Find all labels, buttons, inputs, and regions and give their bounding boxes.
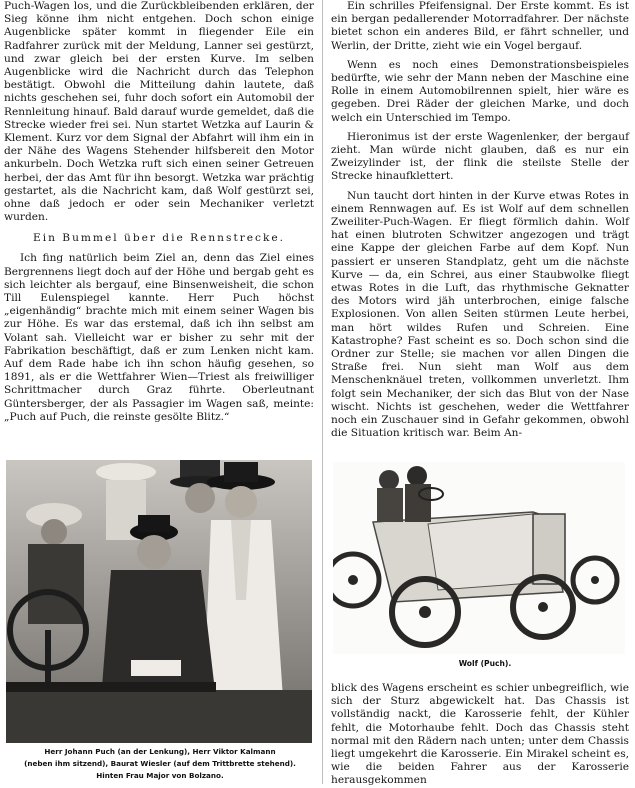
group-photo-caption — [4, 746, 316, 782]
left-column — [4, 0, 314, 424]
right-column-continuation — [331, 682, 629, 788]
group-photo — [6, 460, 312, 743]
group-caption-line-3: Hinten Frau Major von Bolzano. — [96, 771, 224, 780]
column-divider — [322, 0, 323, 784]
group-caption-line-1: Herr Johann Puch (an der Lenkung), Herr Viktor Kalmann — [44, 747, 276, 756]
right-column — [331, 0, 629, 441]
right-paragraph-4: Nun taucht dort hinten in der Kurve etwas Rotes in einem Rennwagen auf. Es ist Wolf auf dem schnellen Zweiliter-Puch-Wagen. Er fliegt förmlich dahin. Wolf hat einen blutroten Schwitzer angezogen und trägt eine Kappe der gleichen Farbe auf dem Kopf. Nun passiert er unseren Standplatz, geht um die nächste Kurve — da, ein Schrei, aus einer Staubwolke fliegt etwas Rotes in die Luft, das rhythmische Geknatter des Motors wird jäh unterbrochen, einige falsche Explosionen. Von allen Seiten stürmen Leute herbei, man hört wildes Rufen und Schreien. Eine Katastrophe? Fast scheint es so. Doch schon sind die Ordner zur Stelle; sie machen vor allen Dingen die Straße frei. Nun sieht man Wolf aus dem Menschenknäuel treten, vollkommen unverletzt. Ihm folgt sein Mechaniker, der sich das Blut von der Nase wischt. Nichts ist geschehen, weder die Wettfahrer noch ein Zuschauer sind in Gefahr gekommen, obwohl die Situation kritisch war. Beim An- — [331, 189, 629, 440]
right-paragraph-5: blick des Wagens erscheint es schier unbegreiflich, wie sich der Sturz abgewickelt hat. Das Chassis ist vollständig nackt, die Karosserie fehlt, der Kühler fehlt, die Motorhaube fehlt. Doch das Chassis steht normal mit den Rädern nach unten; unter dem Chassis liegt umgekehrt die Karosserie. Ein Mirakel scheint es, wie die beiden Fahrer aus der Karosserie herausgekommen — [331, 682, 629, 787]
race-car-caption: Wolf (Puch). — [458, 659, 512, 668]
right-paragraph-3: Hieronimus ist der erste Wagenlenker, der bergauf zieht. Man würde nicht glauben, daß es nur ein Zweizylinder ist, der flink die steilste Stelle der Strecke hinaufklettert. — [331, 130, 629, 183]
group-caption-line-2: (neben ihm sitzend), Baurat Wiesler (auf dem Trittbrette stehend). — [24, 759, 296, 768]
right-paragraph-1: Ein schrilles Pfeifensignal. Der Erste kommt. Es ist ein bergan pedallerender Motorradfahrer. Der nächste bietet schon ein anderes Bild, er fährt schneller, und Werlin, der Dritte, zieht wie ein Vogel bergauf. — [331, 0, 629, 52]
section-heading: Ein Bummel über die Rennstrecke. — [32, 232, 286, 245]
left-paragraph-1: Puch-Wagen los, und die Zurückbleibenden erklären, der Sieg könne ihm nicht entgehen. Doch schon einige Augenblicke später kommt in fliegender Eile ein Radfahrer zurück mit der Meldung, Lanner sei gestürzt, und zwar gleich bei der ersten Kurve. Im selben Augenblicke wird die Nachricht durch das Telephon bestätigt. Obwohl die Mitteilung dahin lautete, daß nichts geschehen sei, fuhr doch sofort ein Automobil der Rennleitung hinauf. Bald darauf wurde gemeldet, daß die Strecke wieder frei sei. Nun startet Wetzka auf Laurin & Klement. Kurz vor dem Signal der Abfahrt will ihm ein in der Nähe des Wagens Stehender hilfsbereit den Motor ankurbeln. Doch Wetzka ruft sich einen seiner Getreuen herbei, der das Amt für ihn besorgt. Wetzka war prächtig gestartet, als die Nachricht kam, daß Wolf gestürzt sei, ohne daß jedoch er oder sein Mechaniker verletzt wurden. — [4, 0, 314, 224]
left-paragraph-2: Ich fing natürlich beim Ziel an, denn das Ziel eines Bergrennens liegt doch auf der Höhe und bergab geht es sich leichter als bergauf, eine Binsenweisheit, die schon Till Eulenspiegel kannte. Herr Puch höchst „eigenhändig“ brachte mich mit einem seiner Wagen bis zur Höhe. Es war das erstemal, daß ich ihn selbst am Volant sah. Vielleicht war er bisher zu sehr mit der Fabrikation beschäftigt, daß er zum Lenken nicht kam. Auf dem Rade habe ich ihn schon häufig gesehen, so 1891, als er die Wettfahrer Wien—Triest als freiwilliger Schrittmacher durch Graz führte. Oberleutnant Güntersberger, der als Passagier im Wagen saß, meinte: „Puch auf Puch, die reinste gesölte Blitz.“ — [4, 252, 314, 423]
right-paragraph-2: Wenn es noch eines Demonstrationsbeispieles bedürfte, wie sehr der Mann neben der Maschine eine Rolle in einem Automobilrennen spielt, hier wäre es gegeben. Drei Räder der gleichen Marke, und doch welch ein Unterschied im Tempo. — [331, 58, 629, 124]
race-car-photo — [333, 462, 625, 654]
